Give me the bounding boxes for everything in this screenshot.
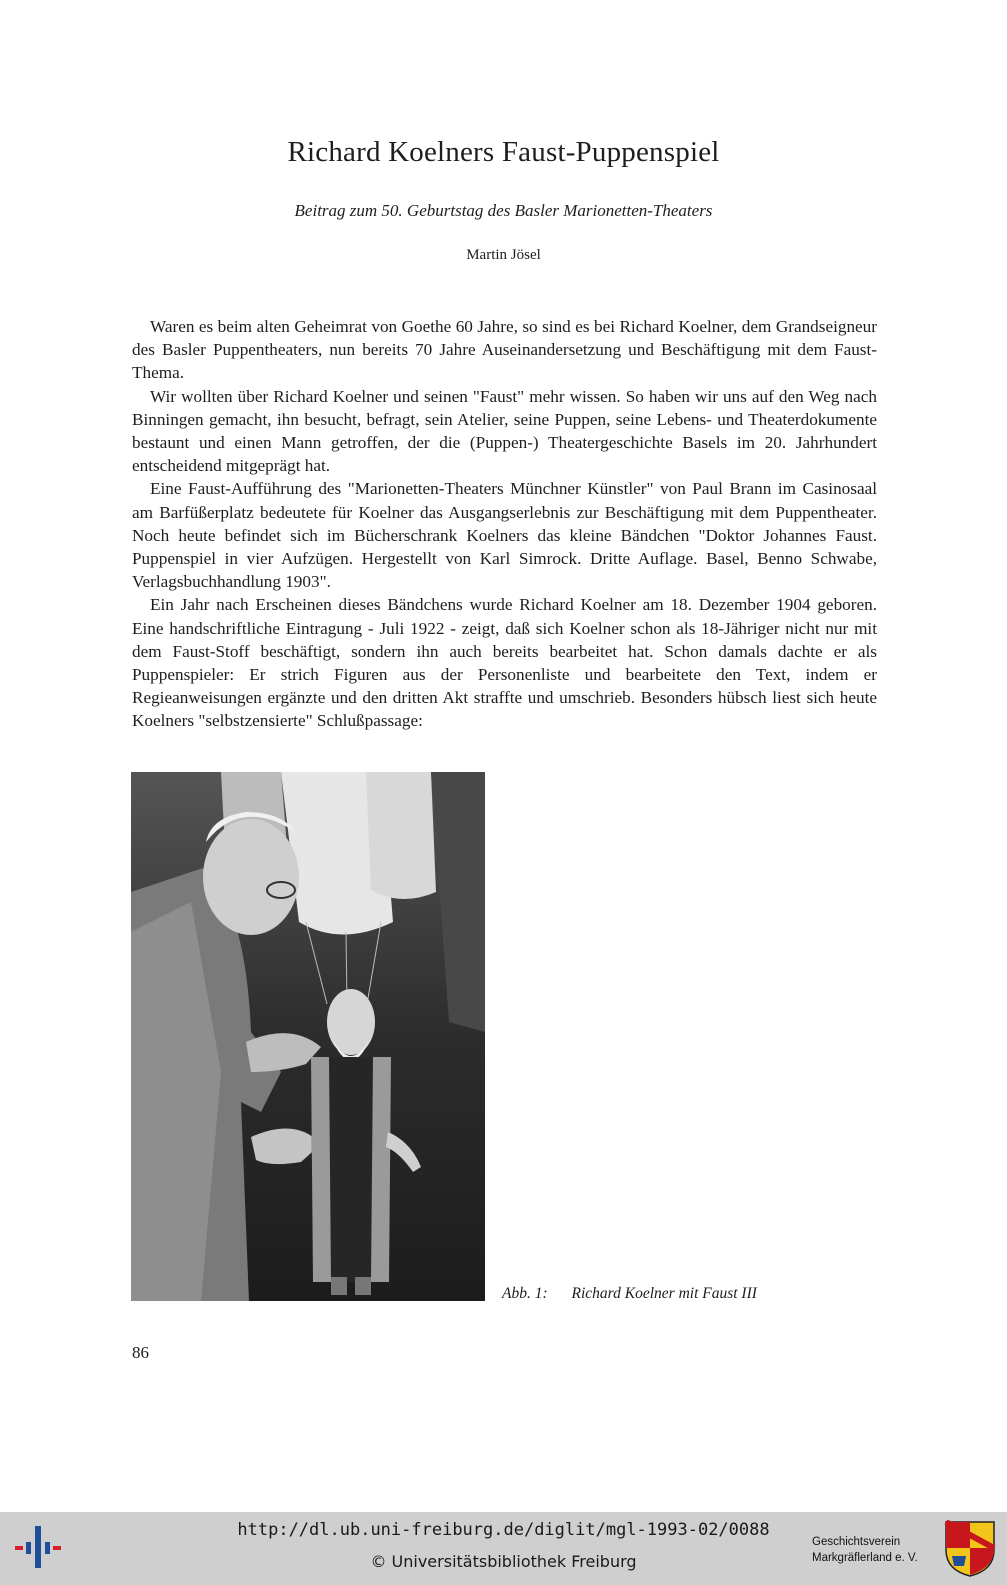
coat-of-arms-icon bbox=[944, 1520, 996, 1578]
article-body bbox=[132, 315, 877, 733]
society-name bbox=[812, 1534, 918, 1566]
copyright-notice: © Universitätsbibliothek Freiburg bbox=[370, 1552, 637, 1571]
article-author: Martin Jösel bbox=[466, 247, 541, 263]
source-url-link[interactable]: http://dl.ub.uni-freiburg.de/diglit/mgl-1993-02/0088 bbox=[237, 1520, 770, 1540]
article-subtitle: Beitrag zum 50. Geburtstag des Basler Marionetten-Theaters bbox=[294, 201, 713, 220]
figure-caption-text: Richard Koelner mit Faust III bbox=[571, 1285, 757, 1302]
figure-label: Abb. 1: bbox=[502, 1285, 548, 1302]
paragraph: Eine Faust-Aufführung des "Marionetten-Theaters Münchner Künstler" von Paul Brann im Casinosaal am Barfüßerplatz bedeutete für Koelner das Ausgangserlebnis zur Beschäftigung mit dem Puppentheater. Noch heute befindet sich im Bücherschrank Koelners das kleine Bändchen "Doktor Johannes Faust. Puppenspiel in vier Aufzügen. Hergestellt von Karl Simrock. Dritte Auflage. Basel, Benno Schwabe, Verlagsbuchhandlung 1903". bbox=[132, 479, 877, 592]
article-title: Richard Koelners Faust-Puppenspiel bbox=[287, 136, 720, 168]
paragraph: Wir wollten über Richard Koelner und seinen "Faust" mehr wissen. So haben wir uns auf den Weg nach Binningen gemacht, ihn besucht, befragt, sein Atelier, seine Puppen, seine Lebens- und Theaterdokumente bestaunt und einen Mann getroffen, der die (Puppen-) Theatergeschichte Basels im 20. Jahrhundert entscheidend mitgeprägt hat. bbox=[132, 386, 877, 476]
figure-photo bbox=[131, 772, 485, 1301]
footer-bar bbox=[0, 1512, 1007, 1585]
paragraph: Ein Jahr nach Erscheinen dieses Bändchens wurde Richard Koelner am 18. Dezember 1904 geboren. Eine handschriftliche Eintragung - Juli 1922 - zeigt, daß sich Koelner schon als 18-Jähriger nicht nur mit dem Faust-Stoff beschäftigt, sondern ihn auch bereits bearbeitet hat. Schon damals dachte er als Puppenspieler: Er strich Figuren aus der Personenliste und bearbeitete den Text, indem er Regieanweisungen ergänzte und den dritten Akt straffte und umschrieb. Besonders hübsch liest sich heute Koelners "selbstzensierte" Schlußpassage: bbox=[132, 595, 877, 731]
paragraph: Waren es beim alten Geheimrat von Goethe 60 Jahre, so sind es bei Richard Koelner, dem Grandseigneur des Basler Puppentheaters, nun bereits 70 Jahre Auseinandersetzung und Beschäftigung mit dem Faust-Thema. bbox=[132, 317, 877, 383]
society-name-line: Geschichtsverein bbox=[812, 1536, 901, 1548]
figure-caption bbox=[502, 1285, 757, 1303]
society-name-line: Markgräflerland e. V. bbox=[812, 1552, 918, 1564]
page-number: 86 bbox=[132, 1343, 149, 1362]
